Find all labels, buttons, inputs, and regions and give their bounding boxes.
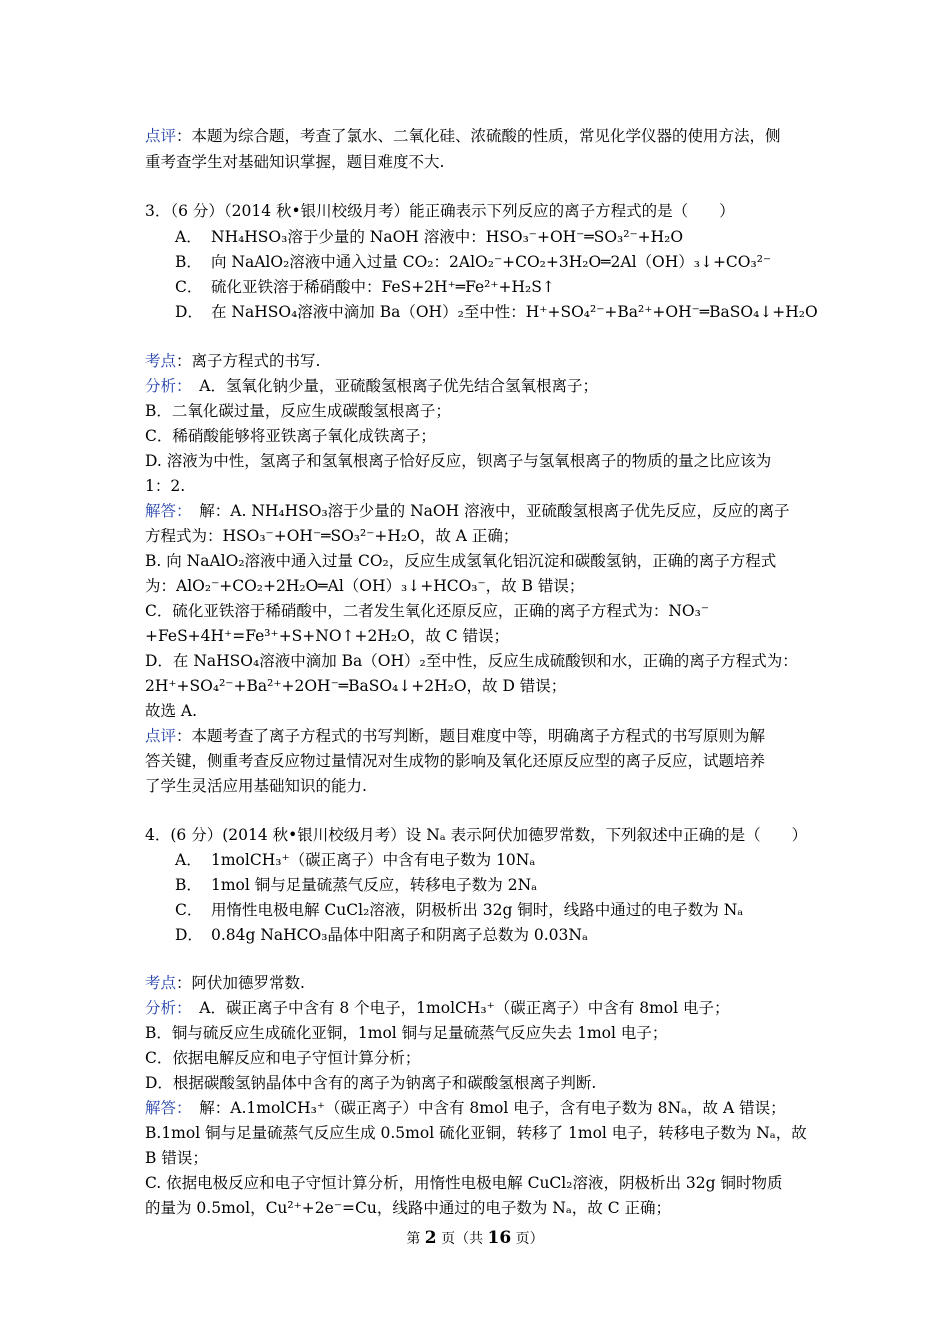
- jieda-line: B.1mol 铜与足量硫蒸气反应生成 0.5mol 硫化亚铜，转移了 1mol 电子，转移电子数为 Nₐ，故: [145, 1124, 807, 1142]
- fenxi-line: B．铜与硫反应生成硫化亚铜，1mol 铜与足量硫蒸气反应失去 1mol 电子；: [145, 1024, 668, 1042]
- review-label: 点评: [145, 127, 177, 145]
- review-line: 答关键，侧重考查反应物过量情况对生成物的影响及氧化还原反应型的离子反应，试题培养: [145, 752, 766, 770]
- jieda-line: 为：AlO₂⁻+CO₂+2H₂O═Al（OH）₃↓+HCO₃⁻，故 B 错误；: [145, 577, 585, 595]
- kaodian-line: 考点：离子方程式的书写.: [145, 352, 321, 370]
- option-d: D． 0.84g NaHCO₃晶体中阳离子和阴离子总数为 0.03Nₐ: [175, 926, 588, 944]
- question-3-stem: 3．（6 分）（2014 秋•银川校级月考）能正确表示下列反应的离子方程式的是（ ）: [145, 202, 735, 220]
- jieda-line: 的量为 0.5mol，Cu²⁺+2e⁻=Cu，线路中通过的电子数为 Nₐ，故 C 正确；: [145, 1199, 672, 1217]
- jieda-line: 解答： 解：A.1molCH₃⁺（碳正离子）中含有 8mol 电子，含有电子数为 8Nₐ，故 A 错误；: [145, 1099, 786, 1117]
- review-line: 了学生灵活应用基础知识的能力.: [145, 777, 367, 795]
- kaodian-label: 考点: [145, 352, 177, 370]
- fenxi-line: 1：2.: [145, 477, 186, 495]
- review-line: 点评：本题为综合题，考查了氯水、二氧化硅、浓硫酸的性质，常见化学仪器的使用方法，侧: [145, 127, 781, 145]
- page-total: 16: [487, 1228, 512, 1248]
- jieda-line: 解答： 解：A. NH₄HSO₃溶于少量的 NaOH 溶液中，亚硫酸氢根离子优先反应，反应的离子: [145, 502, 790, 520]
- fenxi-label: 分析：: [145, 999, 184, 1017]
- option-b: B． 向 NaAlO₂溶液中通入过量 CO₂：2AlO₂⁻+CO₂+3H₂O═2Al（OH）₃↓+CO₃²⁻: [175, 253, 772, 271]
- review-line: 点评：本题考查了离子方程式的书写判断，题目难度中等，明确离子方程式的书写原则为解: [145, 727, 766, 745]
- option-c: C． 用惰性电极电解 CuCl₂溶液，阴极析出 32g 铜时，线路中通过的电子数为 Nₐ: [175, 901, 744, 919]
- jieda-label: 解答：: [145, 1099, 184, 1117]
- fenxi-line: C．依据电解反应和电子守恒计算分析；: [145, 1049, 421, 1067]
- jieda-line: B 错误；: [145, 1149, 208, 1167]
- review-line: 重考查学生对基础知识掌握，题目难度不大.: [145, 153, 445, 171]
- kaodian-line: 考点：阿伏加德罗常数.: [145, 974, 305, 992]
- fenxi-line: D．根据碳酸氢钠晶体中含有的离子为钠离子和碳酸氢根离子判断.: [145, 1074, 597, 1092]
- fenxi-line: B．二氧化碳过量，反应生成碳酸氢根离子；: [145, 402, 451, 420]
- page-number: 2: [424, 1228, 437, 1248]
- page-footer: 第 2 页（共 16 页）: [406, 1228, 544, 1248]
- jieda-line: +FeS+4H⁺=Fe³⁺+S+NO↑+2H₂O，故 C 错误；: [145, 627, 510, 645]
- option-b: B． 1mol 铜与足量硫蒸气反应，转移电子数为 2Nₐ: [175, 876, 538, 894]
- option-a: A． NH₄HSO₃溶于少量的 NaOH 溶液中：HSO₃⁻+OH⁻═SO₃²⁻+H₂O: [175, 228, 684, 246]
- jieda-label: 解答：: [145, 502, 184, 520]
- option-a: A． 1molCH₃⁺（碳正离子）中含有电子数为 10Nₐ: [175, 851, 536, 869]
- fenxi-line: C．稀硝酸能够将亚铁离子氧化成铁离子；: [145, 427, 436, 445]
- question-4-stem: 4．(6 分）(2014 秋•银川校级月考）设 Nₐ 表示阿伏加德罗常数，下列叙述中正确的是（ ）: [145, 826, 808, 844]
- fenxi-line: 分析： A．氢氧化钠少量，亚硫酸氢根离子优先结合氢氧根离子；: [145, 377, 598, 395]
- fenxi-line: 分析： A．碳正离子中含有 8 个电子，1molCH₃⁺（碳正离子）中含有 8mol 电子；: [145, 999, 730, 1017]
- fenxi-label: 分析：: [145, 377, 184, 395]
- jieda-line: 方程式为：HSO₃⁻+OH⁻═SO₃²⁻+H₂O，故 A 正确；: [145, 527, 519, 545]
- jieda-line: C．硫化亚铁溶于稀硝酸中，二者发生氧化还原反应，正确的离子方程式为：NO₃⁻: [145, 602, 710, 620]
- jieda-line: D．在 NaHSO₄溶液中滴加 Ba（OH）₂至中性，反应生成硫酸钡和水，正确的离子方程式为：: [145, 652, 798, 670]
- jieda-line: 故选 A.: [145, 702, 198, 720]
- kaodian-label: 考点: [145, 974, 177, 992]
- review-label: 点评: [145, 727, 177, 745]
- option-d: D． 在 NaHSO₄溶液中滴加 Ba（OH）₂至中性：H⁺+SO₄²⁻+Ba²⁺+OH⁻═BaSO₄↓+H₂O: [175, 303, 818, 321]
- jieda-line: 2H⁺+SO₄²⁻+Ba²⁺+2OH⁻═BaSO₄↓+2H₂O，故 D 错误；: [145, 677, 567, 695]
- option-c: C． 硫化亚铁溶于稀硝酸中：FeS+2H⁺═Fe²⁺+H₂S↑: [175, 278, 555, 296]
- jieda-line: C. 依据电极反应和电子守恒计算分析，用惰性电极电解 CuCl₂溶液，阴极析出 32g 铜时物质: [145, 1174, 783, 1192]
- jieda-line: B. 向 NaAlO₂溶液中通入过量 CO₂，反应生成氢氧化铝沉淀和碳酸氢钠，正确的离子方程式: [145, 552, 777, 570]
- fenxi-line: D. 溶液为中性，氢离子和氢氧根离子恰好反应，钡离子与氢氧根离子的物质的量之比应该为: [145, 452, 772, 470]
